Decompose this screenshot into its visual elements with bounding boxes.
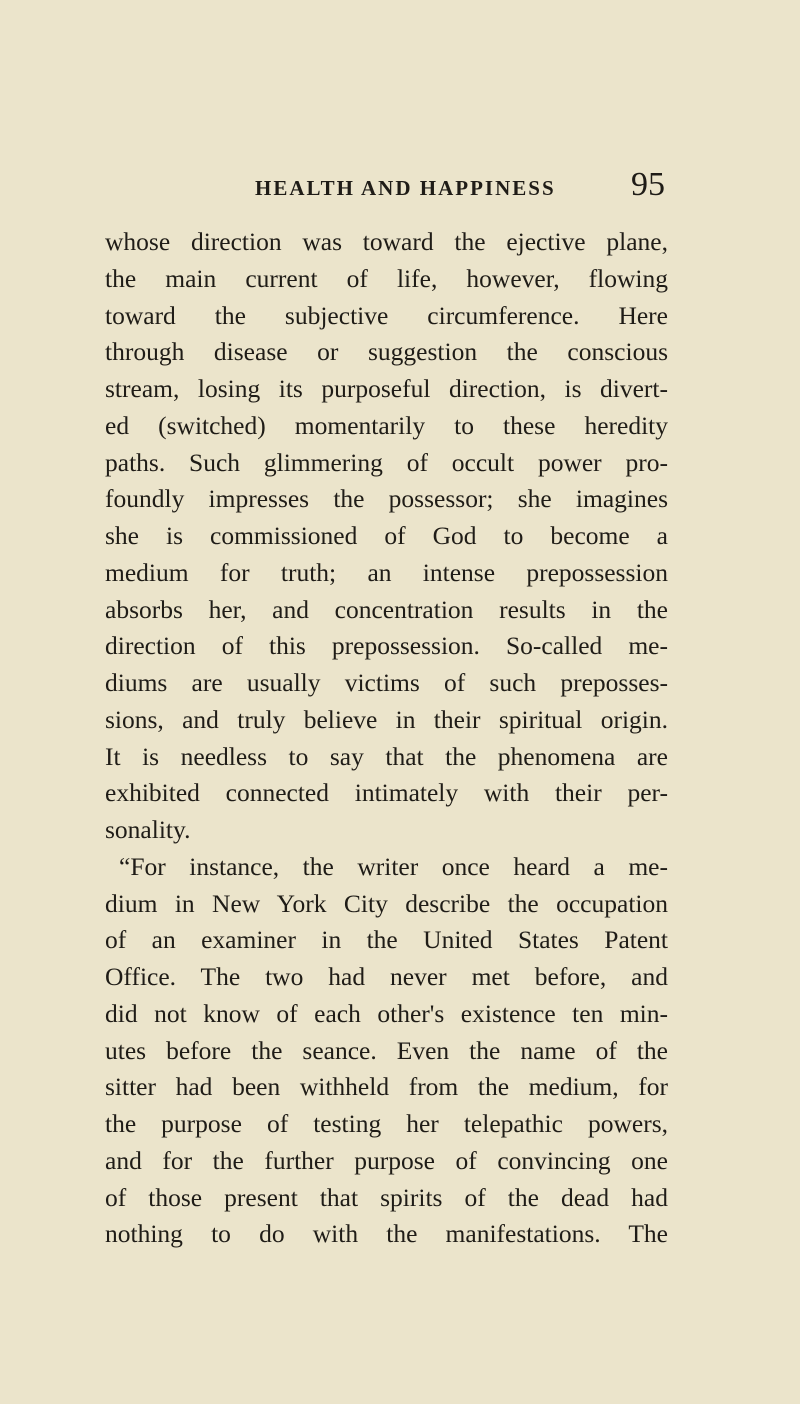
text-line: of an examiner in the United States Patent [105,925,668,955]
text-line: exhibited connected intimately with their per- [105,778,668,808]
running-head [105,168,673,208]
text-line: ed (switched) momentarily to these heredity [105,410,668,440]
text-line: the purpose of testing her telepathic powers, [105,1109,668,1138]
text-line: of those present that spirits of the dead had [105,1182,668,1212]
text-line: utes before the seance. Even the name of the [105,1035,668,1065]
text-line: dium in New York City describe the occupation [105,888,668,918]
text-line: through disease or suggestion the conscious [105,337,668,367]
text-line: sitter had been withheld from the medium, for [105,1072,668,1102]
running-title: HEALTH AND HAPPINESS [255,176,556,200]
page-number: 95 [631,166,665,203]
text-line: diums are usually victims of such preposses- [105,668,668,697]
text-line: sonality. [105,815,191,844]
text-line: the main current of life, however, flowing [105,263,668,293]
text-line: whose direction was toward the ejective plane, [105,227,668,256]
text-line: absorbs her, and concentration results in the [105,594,668,624]
text-line: Office. The two had never met before, and [105,962,668,991]
text-line: foundly impresses the possessor; she imagines [105,484,668,514]
text-line: nothing to do with the manifestations. The [105,1219,668,1249]
text-line: It is needless to say that the phenomena are [105,741,668,771]
text-line: and for the further purpose of convincing one [105,1145,668,1175]
text-line: “For instance, the writer once heard a me- [119,851,668,881]
text-line: direction of this prepossession. So-called me- [105,631,668,661]
text-line: toward the subjective circumference. Here [105,300,668,330]
text-line: paths. Such glimmering of occult power pro- [105,447,668,477]
text-line: did not know of each other's existence ten min- [105,998,668,1028]
text-line: sions, and truly believe in their spiritual origin. [105,704,668,734]
text-line: stream, losing its purposeful direction, is divert- [105,374,668,403]
text-line: medium for truth; an intense prepossession [105,557,668,587]
body-text [105,224,668,1253]
text-line: she is commissioned of God to become a [105,521,668,550]
